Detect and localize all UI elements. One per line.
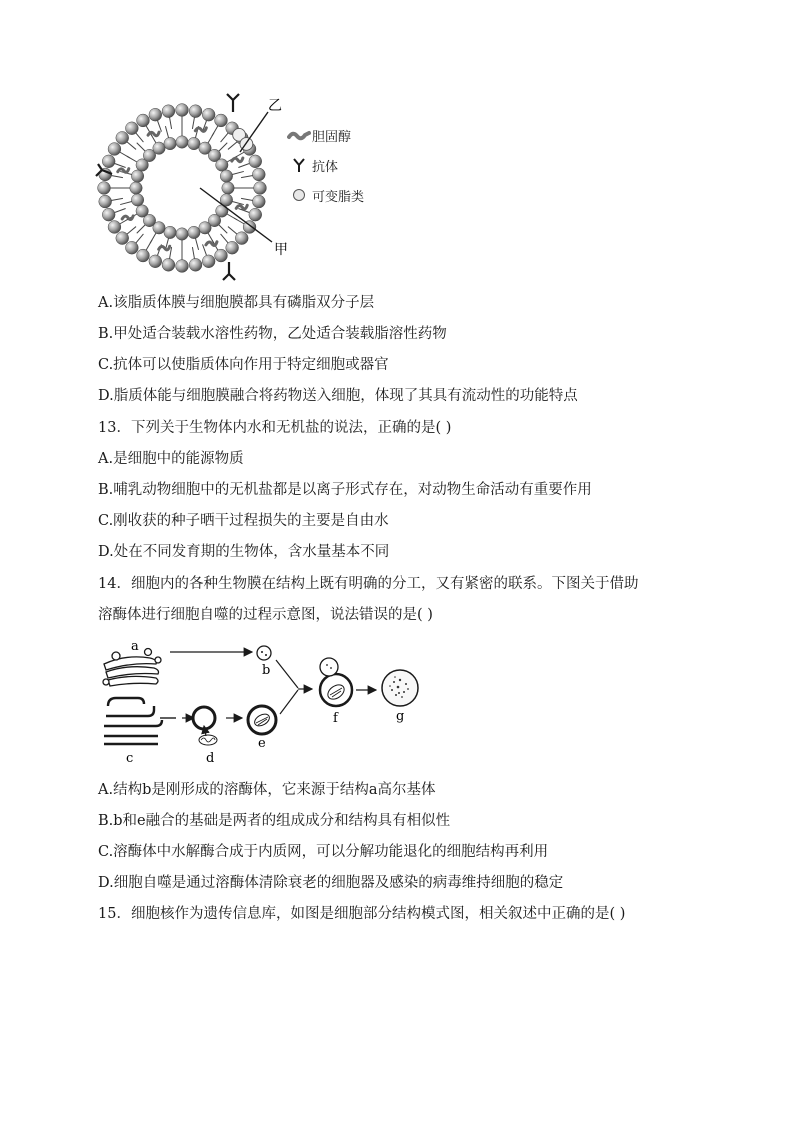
- variable-lipid-icon: [286, 188, 312, 202]
- lipid-tail: [165, 126, 168, 138]
- phospholipid-head: [131, 194, 143, 206]
- lipid-tail: [150, 233, 156, 243]
- q14-stem-line1: 14．细胞内的各种生物膜在结构上既有明确的分工，又有紧密的联系。下图关于借助: [98, 576, 639, 592]
- lipid-tail: [241, 198, 253, 200]
- lipid-tail: [195, 238, 198, 250]
- phospholipid-head: [189, 258, 202, 271]
- lipid-tail: [127, 227, 136, 235]
- legend-item-cholesterol: 胆固醇: [286, 120, 426, 150]
- phospholipid-head: [188, 226, 200, 238]
- phospholipid-head: [216, 159, 228, 171]
- label-f: f: [333, 711, 338, 726]
- phospholipid-head: [162, 105, 175, 118]
- q13-option-a: A.是细胞中的能源物质: [98, 451, 244, 467]
- q15-stem: 15．细胞核作为遗传信息库，如图是细胞部分结构模式图，相关叙述中正确的是( ): [98, 906, 626, 922]
- lipid-tail: [219, 143, 227, 151]
- q14-option-a: A.结构b是刚形成的溶酶体，它来源于结构a高尔基体: [98, 782, 436, 798]
- lipid-tail: [111, 175, 123, 177]
- phospholipid-head: [136, 205, 148, 217]
- cholesterol-icon: [122, 216, 133, 220]
- phospholipid-head: [108, 143, 121, 156]
- lipid-tail: [157, 120, 161, 131]
- q12-option-b: B.甲处适合装载水溶性药物，乙处适合装载脂溶性药物: [98, 326, 447, 342]
- lipid-tail: [232, 201, 244, 204]
- lipid-tail: [114, 209, 125, 213]
- q14-option-c: C.溶酶体中水解酶合成于内质网，可以分解功能退化的细胞结构再利用: [98, 844, 549, 860]
- cholesterol-icon: [195, 128, 206, 132]
- q13-option-c: C.刚收获的种子晒干过程损失的主要是自由水: [98, 513, 389, 529]
- cholesterol-icon: [236, 205, 247, 209]
- label-a: a: [131, 640, 139, 654]
- cholesterol-icon: [118, 169, 129, 173]
- phospholipid-head: [137, 249, 150, 262]
- cholesterol-icon: [159, 246, 170, 250]
- phospholipid-head: [116, 131, 129, 144]
- figure1-legend: [286, 120, 426, 210]
- label-c: c: [126, 751, 134, 765]
- phospholipid-head: [226, 241, 239, 254]
- q13-option-b: B.哺乳动物细胞中的无机盐都是以离子形式存在，对动物生命活动有重要作用: [98, 482, 592, 498]
- phospholipid-head: [164, 137, 176, 149]
- phospholipid-head: [130, 182, 142, 194]
- line-b-converge: [276, 660, 298, 688]
- phospholipid-head: [102, 155, 115, 168]
- lipid-tail: [192, 117, 194, 129]
- antibody-icon: [286, 157, 312, 173]
- lipid-tail: [228, 227, 237, 235]
- lipid-tail: [221, 133, 229, 142]
- phospholipid-head: [162, 258, 175, 271]
- line-e-converge: [280, 690, 298, 714]
- residual-body-g: [382, 670, 418, 706]
- phospholipid-head: [252, 168, 265, 181]
- q13-stem: 13．下列关于生物体内水和无机盐的说法，正确的是( ): [98, 420, 452, 436]
- lipid-tail: [120, 201, 132, 204]
- label-e: e: [258, 736, 266, 751]
- phospholipid-head: [222, 182, 234, 194]
- phospholipid-head: [99, 195, 112, 208]
- label-yi: 乙: [268, 98, 282, 114]
- phospholipid-head: [149, 108, 162, 121]
- lipid-tail: [208, 133, 214, 143]
- lipid-tail: [169, 117, 171, 129]
- lipid-tail: [192, 247, 194, 259]
- cholesterol-icon: [206, 242, 217, 246]
- golgi-apparatus-a: [103, 649, 161, 687]
- phospholipid-head: [153, 142, 165, 154]
- phospholipid-head: [149, 255, 162, 268]
- q12-option-d: D.脂质体能与细胞膜融合将药物送入细胞，体现了其具有流动性的功能特点: [98, 388, 578, 404]
- phospholipid-head: [235, 232, 248, 245]
- legend-item-antibody: 抗体: [286, 150, 426, 180]
- lipid-tail: [228, 142, 237, 150]
- label-g: g: [396, 709, 405, 724]
- lipid-tail: [136, 234, 144, 243]
- lipid-tail: [137, 225, 145, 233]
- autophagy-diagram: [98, 640, 438, 765]
- lipid-tail: [221, 234, 229, 243]
- phospholipid-head: [164, 226, 176, 238]
- phospholipid-head: [125, 241, 138, 254]
- lipid-tail: [111, 198, 123, 200]
- cholesterol-icon: [286, 129, 312, 141]
- phospholipid-head: [249, 155, 262, 168]
- phospholipid-head: [116, 232, 129, 245]
- q14-option-b: B.b和e融合的基础是两者的组成成分和结构具有相似性: [98, 813, 451, 829]
- phospholipid-head: [137, 114, 150, 127]
- lysosome-b: [257, 646, 271, 660]
- phospholipid-head: [176, 104, 189, 117]
- phospholipid-head: [131, 170, 143, 182]
- lipid-tail: [238, 163, 249, 167]
- phospholipid-head: [215, 114, 228, 127]
- phospholipid-head: [202, 108, 215, 121]
- phospholipid-head: [199, 222, 211, 234]
- q14-stem-line2: 溶酶体进行细胞自噬的过程示意图，说法错误的是( ): [98, 607, 433, 623]
- q14-option-d: D.细胞自噬是通过溶酶体清除衰老的细胞器及感染的病毒维持细胞的稳定: [98, 875, 564, 891]
- phospholipid-head: [202, 255, 215, 268]
- q13-option-d: D.处在不同发育期的生物体，含水量基本不同: [98, 544, 390, 560]
- lipid-tail: [137, 143, 145, 151]
- phospholipid-head: [108, 221, 121, 234]
- label-b: b: [262, 663, 271, 678]
- lipid-tail: [127, 156, 137, 162]
- phospholipid-head: [176, 136, 188, 148]
- lipid-tail: [232, 171, 244, 174]
- label-d: d: [206, 751, 215, 765]
- phospholipid-head: [220, 170, 232, 182]
- cholesterol-icon: [148, 132, 159, 136]
- lipid-tail: [136, 133, 144, 142]
- cholesterol-icon: [232, 158, 243, 162]
- phospholipid-head: [249, 208, 262, 221]
- phospholipid-head: [254, 182, 267, 195]
- endoplasmic-reticulum-c: [104, 698, 162, 744]
- q12-option-a: A.该脂质体膜与细胞膜都具有磷脂双分子层: [98, 295, 375, 311]
- mitochondrion-d: [199, 735, 217, 745]
- liposome-body: [98, 104, 267, 273]
- phospholipid-head: [176, 260, 189, 273]
- label-jia: 甲: [274, 242, 288, 258]
- legend-item-variable-lipid: 可变脂类: [286, 180, 426, 210]
- phospholipid-head: [125, 122, 138, 135]
- phospholipid-head: [98, 182, 111, 195]
- phospholipid-head: [188, 137, 200, 149]
- lipid-tail: [241, 175, 253, 177]
- lipid-tail: [127, 142, 136, 150]
- phospholipid-head: [176, 228, 188, 240]
- q12-option-c: C.抗体可以使脂质体向作用于特定细胞或器官: [98, 357, 389, 373]
- phospholipid-head: [252, 195, 265, 208]
- fusing-lysosome: [320, 658, 338, 676]
- lipid-tail: [219, 225, 227, 233]
- phospholipid-head: [215, 249, 228, 262]
- phospholipid-head: [189, 105, 202, 118]
- phospholipid-head: [102, 208, 115, 221]
- phagophore-d: [193, 707, 215, 729]
- lipid-tail: [114, 163, 125, 167]
